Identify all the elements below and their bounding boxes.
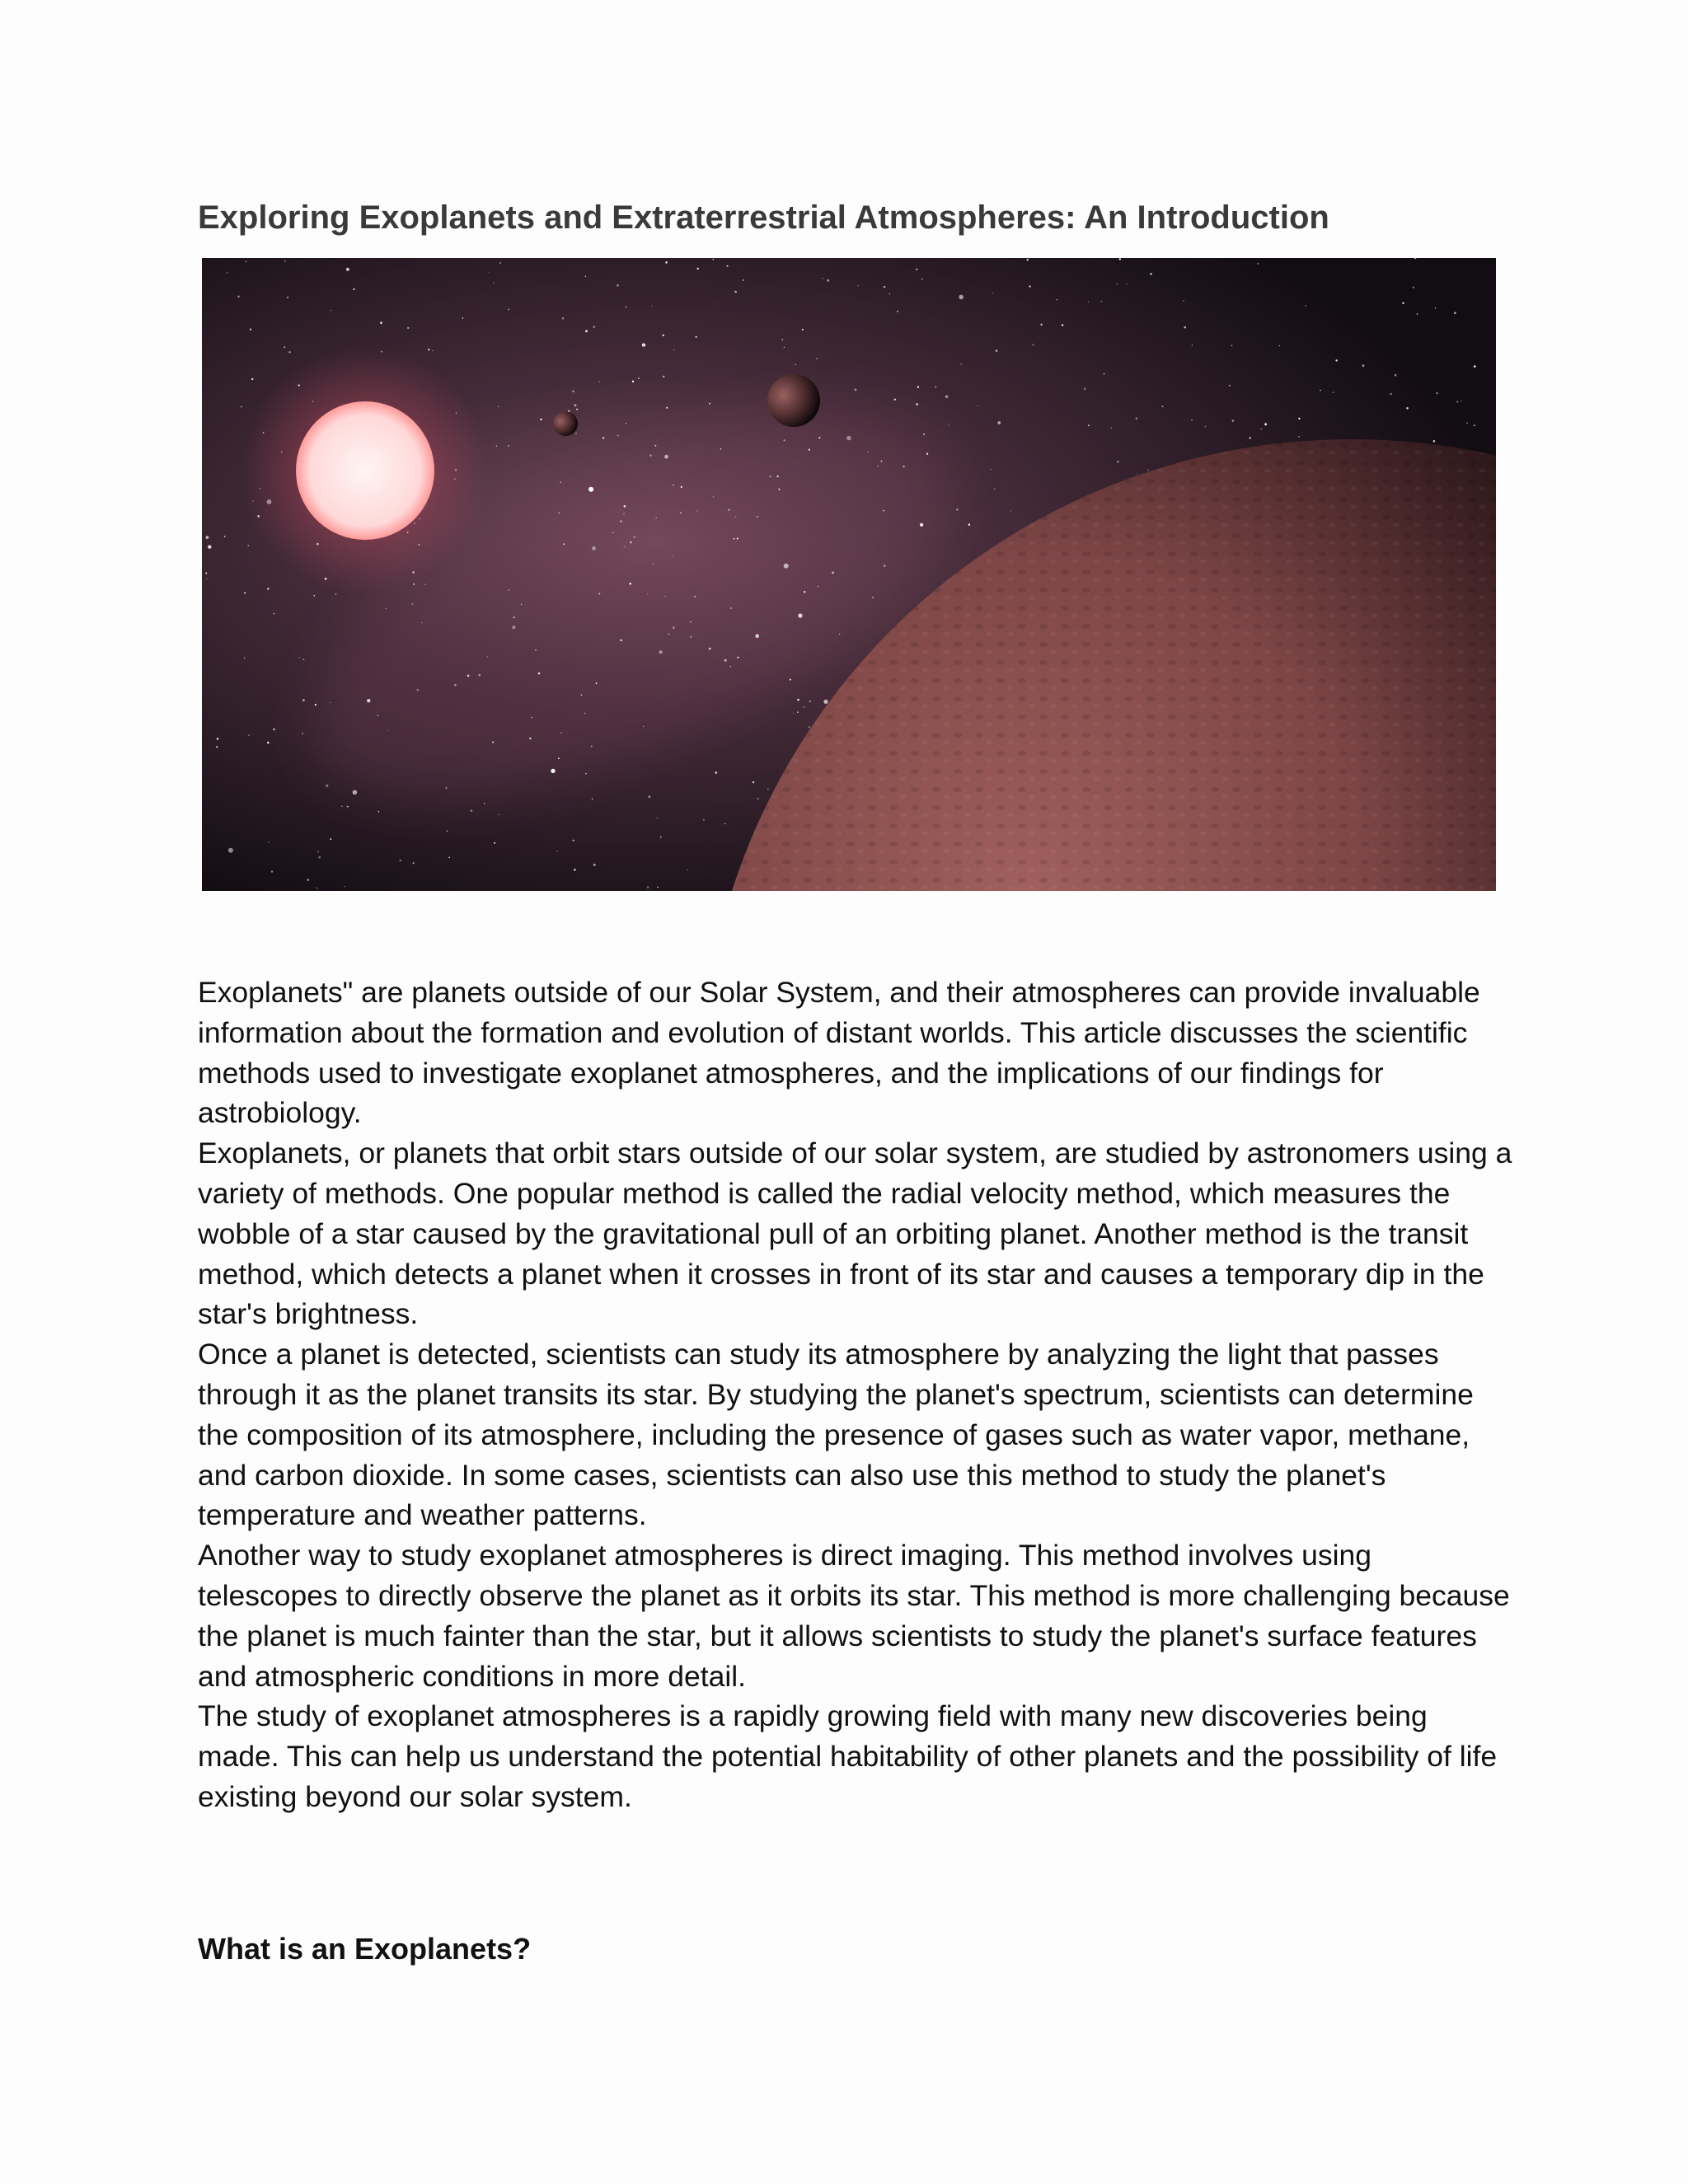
paragraph-direct-imaging: Another way to study exoplanet atmospheres is direct imaging. This method involves using telescopes to directly observe the planet as it orbits its star. This method is more challenging because the planet is much fainter than the star, but it allows scientists to study the planet's surface features and atmospheric conditions in more detail. — [198, 1539, 1510, 1693]
paragraph-detection-methods: Exoplanets, or planets that orbit stars outside of our solar system, are studied by astronomers using a variety of methods. One popular method is called the radial velocity method, which measures the wobble of a star caused by the gravitational pull of an orbiting planet. Another method is the transit method, which detects a planet when it crosses in front of its star and causes a temporary dip in the star's brightness. — [198, 1137, 1512, 1331]
paragraph-intro: Exoplanets" are planets outside of our Solar System, and their atmospheres can provide invaluable information about the formation and evolution of distant worlds. This article discusses the scientific methods used to investigate exoplanet atmospheres, and the implications of our findings for astrobiology. — [198, 976, 1480, 1130]
section-heading: What is an Exoplanets? — [198, 1932, 532, 1966]
hero-image — [202, 258, 1496, 891]
red-star — [296, 401, 434, 540]
article-body — [198, 972, 1517, 1817]
paragraph-conclusion: The study of exoplanet atmospheres is a rapidly growing field with many new discoveries being made. This can help us understand the potential habitability of other planets and the possibility of life existing beyond our solar system. — [198, 1699, 1498, 1813]
small-planet — [553, 411, 578, 436]
document-title: Exploring Exoplanets and Extraterrestrial Atmospheres: An Introduction — [198, 199, 1329, 236]
medium-planet — [767, 374, 820, 427]
paragraph-transit-spectroscopy: Once a planet is detected, scientists can study its atmosphere by analyzing the light that passes through it as the planet transits its star. By studying the planet's spectrum, scientists can determine the composition of its atmosphere, including the presence of gases such as water vapor, methane, and carbon dioxide. In some cases, scientists can also use this method to study the planet's temperature and weather patterns. — [198, 1338, 1474, 1532]
